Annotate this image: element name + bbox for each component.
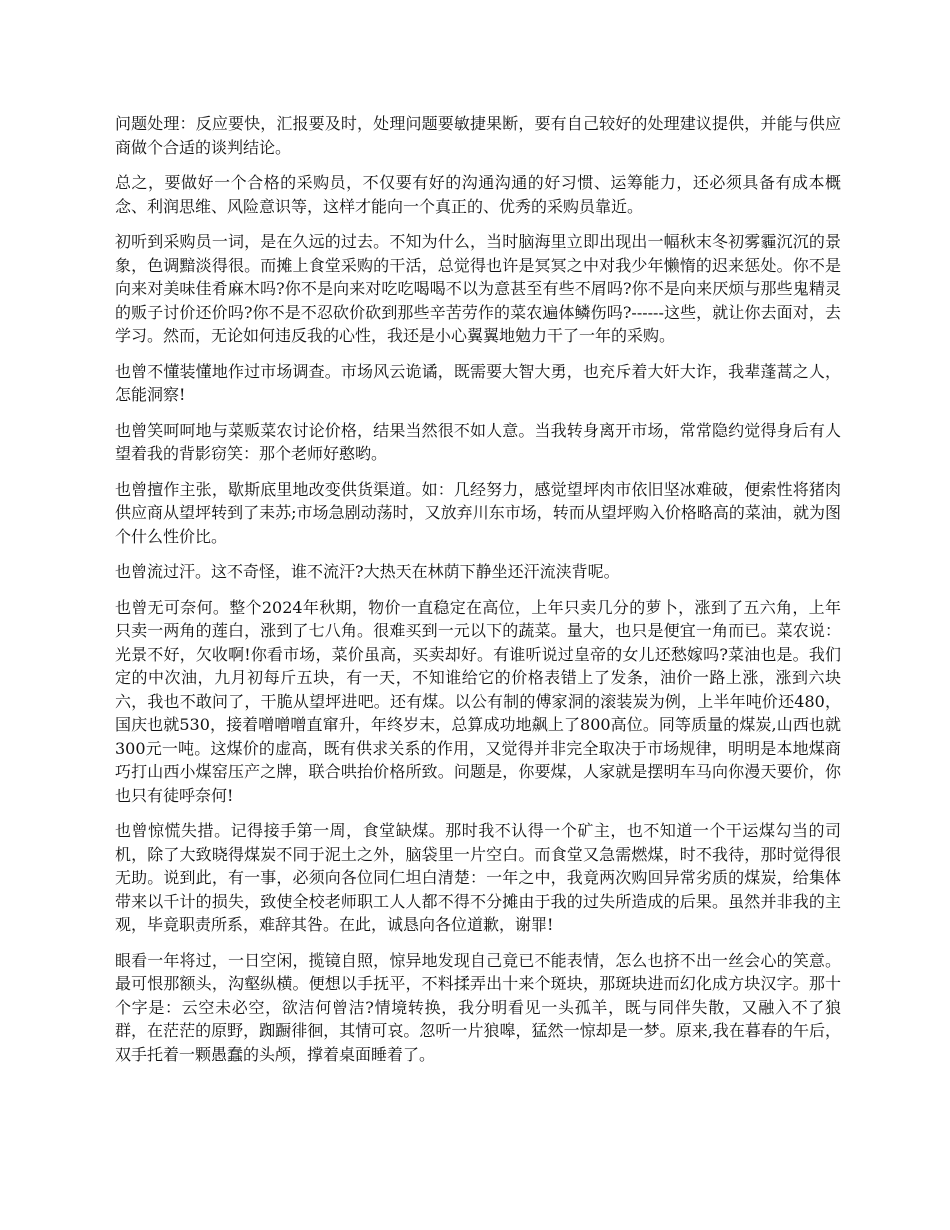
paragraph-panic-coal: 也曾惊慌失措。记得接手第一周，食堂缺煤。那时我不认得一个矿主，也不知道一个干运煤勾当的司机，除了大致晓得煤炭不同于泥土之外，脑袋里一片空白。而食堂又急需燃煤，时不我待，那时觉得很无助。说到此，有一事，必须向各位同仁坦白清楚：一年之中，我竟两次购回异常劣质的煤炭，给集体带来以千计的损失，致使全校老师职工人人都不得不分摊由于我的过失所造成的后果。虽然并非我的主观，毕竟职责所系，难辞其咎。在此，诚恳向各位道歉，谢罪! [115,821,841,934]
document-body [115,112,841,1078]
paragraph-helpless-prices: 也曾无可奈何。整个2024年秋期，物价一直稳定在高位，上年只卖几分的萝卜，涨到了五六角，上年只卖一两角的莲白，涨到了七八角。很难买到一元以下的蔬菜。量大，也只是便宜一角而已。菜农说：光景不好，欠收啊!你看市场，菜价虽高，买卖却好。有谁听说过皇帝的女儿还愁嫁吗?菜油也是。我们定的中次油，九月初每斤五块，有一天，不知谁给它的价格表错上了发条，油价一路上涨，涨到六块六，我也不敢问了，干脆从望坪进吧。还有煤。以公有制的傅家洞的滚装炭为例，上半年吨价还480，国庆也就530，接着噌噌噌直窜升，年终岁末，总算成功地飙上了800高位。同等质量的煤炭,山西也就300元一吨。这煤价的虚高，既有供求关系的作用，又觉得并非完全取决于市场规律，明明是本地煤商巧打山西小煤窑压产之牌，联合哄抬价格所致。问题是，你要煤，人家就是摆明车马向你漫天要价，你也只有徒呼奈何! [115,597,841,805]
paragraph-supply-channel: 也曾擅作主张，歇斯底里地改变供货渠道。如：几经努力，感觉望坪肉市依旧坚冰难破，便索性将猪肉供应商从望坪转到了耒苏;市场急剧动荡时，又放弃川东市场，转而从望坪购入价格略高的菜油，就为图个什么性价比。 [115,479,841,546]
paragraph-problem-handling: 问题处理：反应要快，汇报要及时，处理问题要敏捷果断，要有自己较好的处理建议提供，并能与供应商做个合适的谈判结论。 [115,114,841,157]
paragraph-market-survey: 也曾不懂装懂地作过市场调查。市场风云诡谲，既需要大智大勇，也充斥着大奸大诈，我辈蓬蒿之人，怎能洞察! [115,361,841,404]
paragraph-price-discussion: 也曾笑呵呵地与菜贩菜农讨论价格，结果当然很不如人意。当我转身离开市场，常常隐约觉得身后有人望着我的背影窃笑：那个老师好憨哟。 [115,420,841,463]
paragraph-year-end-dream: 眼看一年将过，一日空闲，揽镜自照，惊异地发现自己竟已不能表情，怎么也挤不出一丝会心的笑意。最可恨那额头，沟壑纵横。便想以手抚平，不料揉弄出十来个斑块，那斑块进而幻化成方块汉字。那十个字是：云空未必空，欲洁何曾洁?情境转换，我分明看见一头孤羊，既与同伴失散，又融入不了狼群，在茫茫的原野，踟蹰徘徊，其情可哀。忽听一片狼嗥，猛然一惊却是一梦。原来,我在暮春的午后，双手托着一颗愚蠢的头颅，撑着桌面睡着了。 [115,950,841,1064]
paragraph-summary: 总之，要做好一个合格的采购员，不仅要有好的沟通沟通的好习惯、运筹能力，还必须具备有成本概念、利润思维、风险意识等，这样才能向一个真正的、优秀的采购员靠近。 [115,173,841,216]
paragraph-sweat: 也曾流过汗。这不奇怪，谁不流汗?大热天在林荫下静坐还汗流浃背呢。 [115,562,620,581]
paragraph-first-heard: 初听到采购员一词，是在久远的过去。不知为什么，当时脑海里立即出现出一幅秋末冬初雾霾沉沉的景象，色调黯淡得很。而摊上食堂采购的干活，总觉得也许是冥冥之中对我少年懒惰的迟来惩处。你不是向来对美味佳肴麻木吗?你不是向来对吃吃喝喝不以为意甚至有些不屑吗?你不是向来厌烦与那些鬼精灵的贩子讨价还价吗?你不是不忍砍价砍到那些辛苦劳作的菜农遍体鳞伤吗?------这些，就让你去面对，去学习。然而，无论如何违反我的心性，我还是小心翼翼地勉力干了一年的采购。 [115,232,841,345]
